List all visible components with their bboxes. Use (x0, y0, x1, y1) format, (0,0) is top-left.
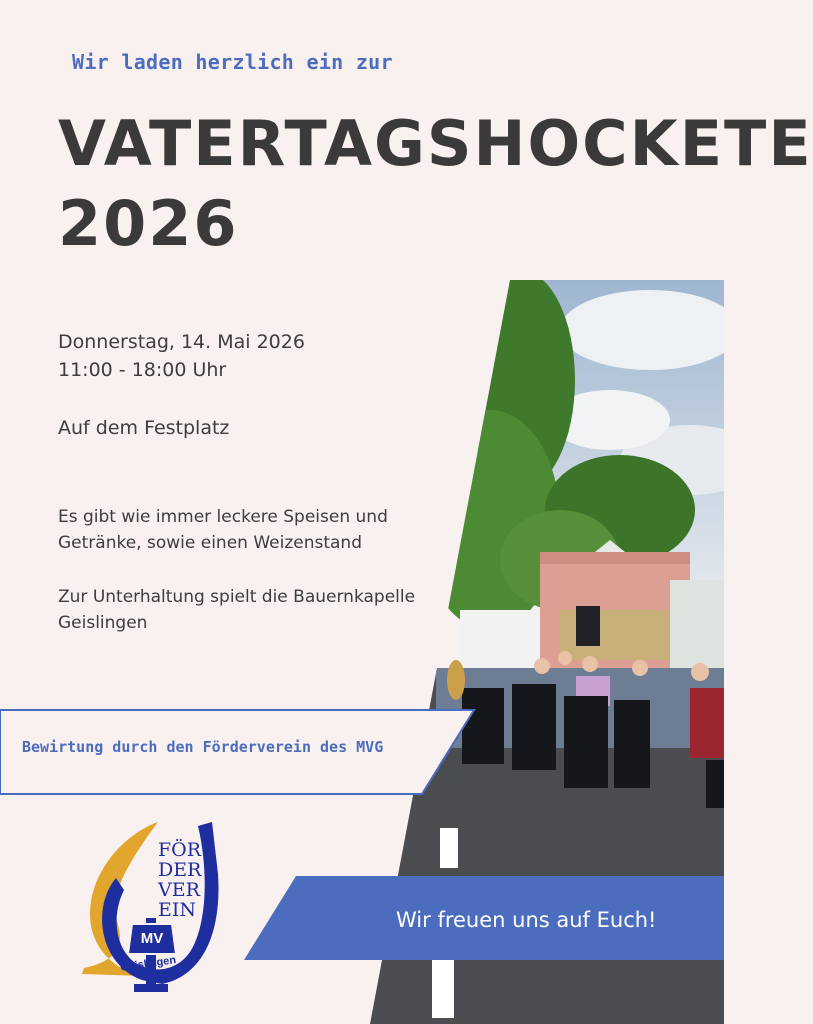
music-info-line1: Zur Unterhaltung spielt die Bauernkapelle (58, 587, 416, 607)
logo-word-line2: DER (158, 859, 202, 881)
food-info-line2: Getränke, sowie einen Weizenstand (58, 533, 362, 553)
logo-word-line1: FÖR (158, 839, 202, 861)
catering-banner-text: Bewirtung durch den Förderverein des MVG (22, 738, 384, 756)
logo-word-line4: EIN (158, 899, 196, 921)
event-title-line1: VATERTAGSHOCKETE (58, 107, 813, 180)
logo-word-line3: VER (158, 879, 200, 901)
logo-mv-badge: MV (140, 930, 164, 947)
food-info-line1: Es gibt wie immer leckere Speisen und (58, 507, 388, 527)
event-place: Auf dem Festplatz (58, 417, 230, 439)
food-info (58, 504, 388, 556)
event-datetime (58, 328, 305, 384)
event-date: Donnerstag, 14. Mai 2026 (58, 331, 305, 353)
logo-wordmark (158, 840, 201, 920)
event-title-year: 2026 (58, 187, 239, 260)
music-info-line2: Geislingen (58, 613, 148, 633)
event-title (58, 104, 813, 264)
event-time: 11:00 - 18:00 Uhr (58, 359, 227, 381)
cta-text: Wir freuen uns auf Euch! (396, 908, 657, 932)
invite-line: Wir laden herzlich ein zur (72, 50, 393, 74)
logo-town: Geislingen (119, 954, 177, 974)
music-info (58, 584, 415, 636)
